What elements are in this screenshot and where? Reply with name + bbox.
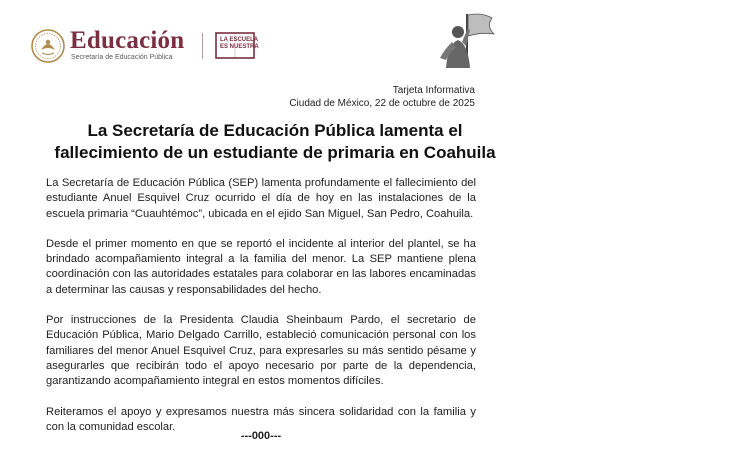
escuela-logo-text: LA ESCUELA ES NUESTRA — [220, 37, 259, 50]
body-text — [46, 176, 476, 450]
brand-name: Educación — [70, 27, 185, 54]
coat-of-arms-icon — [31, 29, 65, 63]
paragraph: La Secretaría de Educación Pública (SEP) lamenta profundamente el fallecimiento del estudiante Anuel Esquivel Cruz ocurrido el día de hoy en las instalaciones de la escuela primaria “Cuauhtémoc”, ubicada en el ejido San Miguel, San Pedro, Coahuila. — [46, 177, 476, 220]
headline-line-2: fallecimiento de un estudiante de primaria en Coahuila — [54, 143, 496, 162]
flag-bearer-icon — [438, 10, 498, 70]
paragraph: Desde el primer momento en que se reportó el incidente al interior del plantel, se ha brindado acompañamiento integral a la familia del menor. La SEP mantiene plena coordinación con las autoridades estatales para colaborar en las labores encaminadas a determinar las causas y responsabilidades del hecho. — [46, 237, 476, 296]
document-meta — [289, 84, 475, 110]
headline-line-1: La Secretaría de Educación Pública lamenta el — [87, 121, 463, 140]
letterhead — [0, 0, 750, 78]
closing-mark: ---000--- — [240, 430, 282, 442]
place-date: Ciudad de México, 22 de octubre de 2025 — [289, 98, 475, 109]
headline — [40, 120, 510, 164]
header-divider — [202, 33, 203, 59]
escuela-logo — [215, 32, 259, 59]
brand-subtitle: Secretaría de Educación Pública — [71, 54, 173, 61]
paragraph: Reiteramos el apoyo y expresamos nuestra más sincera solidaridad con la familia y con la comunidad escolar. — [46, 405, 476, 433]
document-type: Tarjeta Informativa — [392, 85, 475, 96]
paragraph: Por instrucciones de la Presidenta Claudia Sheinbaum Pardo, el secretario de Educación Pública, Mario Delgado Carrillo, estableció comunicación personal con los familiares del menor Anuel Esquivel Cruz, para expresarles su más sentido pésame y asegurarles que recibirán todo el apoyo necesario por parte de la dependencia, garantizando acompañamiento integral en estos momentos difíciles. — [46, 314, 476, 388]
